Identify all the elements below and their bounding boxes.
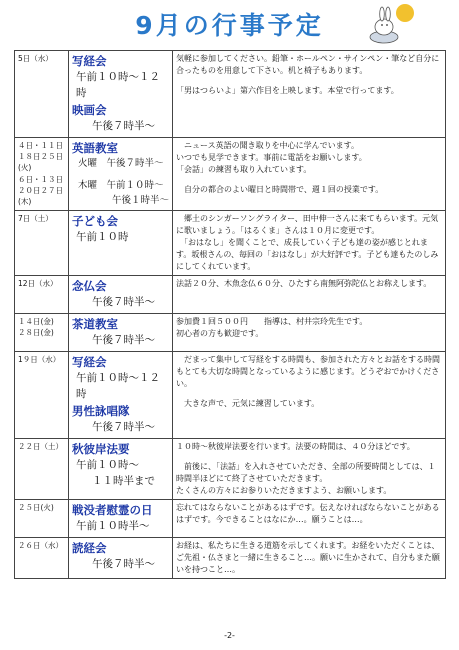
- description-cell: [173, 313, 446, 351]
- event-time: 午前１０時半～: [76, 519, 150, 532]
- event-time: 午前１０時～１２時: [76, 372, 160, 400]
- description-text: 初心者の方も歓迎です。: [176, 328, 264, 338]
- date-line: ２６日（水）: [18, 540, 63, 550]
- description-text: 「男はつらいよ」第六作目を上映します。本堂で行ってます。: [176, 86, 399, 95]
- spacer: [176, 453, 442, 461]
- event-title: 英語教室: [72, 140, 118, 155]
- description-text: 気軽に参加してください。鉛筆・ホールペン・サインペン・筆など自分に合ったものを用意して下さい。机と椅子もあります。: [176, 54, 440, 75]
- date-line: (火): [18, 163, 32, 173]
- date-cell: [15, 210, 69, 275]
- schedule-row: [15, 537, 446, 578]
- date-line: (木): [18, 197, 32, 206]
- event-title: 読経会: [72, 540, 107, 555]
- event-title: 秋彼岸法要: [72, 441, 130, 456]
- date-line: １４日(金): [18, 316, 54, 326]
- description-text: 忘れてはならないことがあるはずです。伝えなければならないことがあるはずです。今できることはなにか…。願うことは…。: [176, 502, 440, 524]
- date-cell: [15, 438, 69, 499]
- event-cell: [69, 537, 173, 578]
- event-cell: [69, 137, 173, 210]
- date-line: 1９日（水）: [18, 354, 61, 364]
- event-title: 写経会: [72, 54, 107, 68]
- date-cell: [15, 137, 69, 210]
- event-time: 午後１時半～: [112, 194, 170, 206]
- event-title: 念仏会: [72, 278, 107, 293]
- date-line: 5日（水）: [18, 54, 53, 63]
- event-time: 火曜 午後７時半～: [78, 158, 164, 169]
- schedule-row: [15, 351, 446, 438]
- date-cell: [15, 275, 69, 313]
- description-cell: [173, 275, 446, 313]
- event-title: 茶道教室: [72, 316, 118, 331]
- description-text: いつでも見学できます。事前に電話をお願いします。: [176, 152, 367, 162]
- description-cell: [173, 438, 446, 499]
- page-number: -2-: [224, 631, 235, 640]
- description-text: 法話２０分、木魚念仏６０分、ひたすら南無阿弥陀仏とお称えします。: [176, 278, 432, 288]
- description-cell: [173, 210, 446, 275]
- event-time: 午後７時半～: [92, 334, 155, 346]
- spacer: [176, 390, 442, 398]
- description-cell: [173, 499, 446, 537]
- description-text: 大きな声で、元気に練習しています。: [176, 398, 320, 408]
- event-cell: [69, 351, 173, 438]
- event-title: 子ども会: [72, 213, 118, 228]
- schedule-row: [15, 313, 446, 351]
- date-line: 12日（水）: [18, 278, 58, 288]
- schedule-row: [15, 51, 446, 138]
- description-cell: [173, 137, 446, 210]
- description-text: ニュース英語の聞き取りを中心に学んでいます。: [176, 140, 359, 150]
- event-cell: [69, 499, 173, 537]
- date-line: ２８日(金): [18, 328, 54, 337]
- event-title: 戦没者慰霊の日: [72, 502, 153, 517]
- date-line: ２２日（土）: [18, 441, 63, 451]
- description-text: お経は、私たちに生きる道筋を示してくれます。お経をいただくことは、ご先祖・仏さまと一緒に生きること…。願いに生かされて、自分もまた願いを持つこと…。: [176, 540, 440, 574]
- event-cell: [69, 210, 173, 275]
- date-line: ２０日２７日: [18, 185, 63, 195]
- description-text: １０時～秋彼岸法要を行います。法要の時間は、４０分ほどです。: [176, 441, 415, 451]
- event-title: 写経会: [72, 354, 107, 369]
- date-line: ２５日(火): [18, 502, 54, 512]
- event-time: 午後７時半～: [92, 557, 155, 570]
- date-line: １８日２５日: [18, 152, 63, 161]
- moon-rabbit-illustration: [362, 2, 420, 46]
- event-time: 午前１０時: [76, 231, 129, 243]
- event-cell: [69, 438, 173, 499]
- date-line: ４日・１１日: [18, 140, 63, 150]
- description-cell: [173, 351, 446, 438]
- schedule-row: [15, 275, 446, 313]
- event-time: 木曜 午前１０時～: [78, 180, 164, 192]
- spacer: [176, 176, 442, 184]
- schedule-row: [15, 137, 446, 210]
- description-text: 自分の都合のよい曜日と時間帯で、週１回の授業です。: [176, 184, 384, 194]
- event-time: 午前１０時～: [76, 458, 139, 471]
- description-text: 郷土のシンガーソングライター、田中伸一さんに来てもらいます。元気に歌いましょう。「はるくま」さんは１０月に変更です。: [176, 213, 439, 235]
- event-cell: [69, 313, 173, 351]
- description-text: 「おはなし」を聞くことで、成長していく子ども達の姿が感じとれます。坂根さんの、毎回の「おはなし」が大好評です。子ども達もたのしみにしてくれています。: [176, 237, 439, 271]
- event-time: 午前１０時～１２時: [76, 71, 160, 99]
- event-title: 映画会: [72, 102, 107, 117]
- event-cell: [69, 51, 173, 138]
- date-line: ６日・１３日: [18, 174, 63, 184]
- description-cell: [173, 537, 446, 578]
- schedule-table: [14, 50, 446, 579]
- description-text: 参加費１回５００円 指導は、村井宗玲先生です。: [176, 316, 368, 326]
- event-time: 午後７時半～: [92, 296, 155, 308]
- description-cell: [173, 51, 446, 138]
- description-text: たくさんの方々にお参りいただきますよう、お願いします。: [176, 485, 392, 495]
- date-cell: [15, 537, 69, 578]
- spacer: [72, 171, 169, 179]
- date-line: 7日（土）: [18, 213, 53, 223]
- schedule-row: [15, 438, 446, 499]
- date-cell: [15, 351, 69, 438]
- event-time: 午後７時半～: [92, 120, 155, 132]
- page-title: 9月の行事予定: [135, 11, 324, 40]
- date-cell: [15, 313, 69, 351]
- event-time: 午後７時半～: [92, 420, 155, 433]
- schedule-row: [15, 499, 446, 537]
- event-cell: [69, 275, 173, 313]
- date-cell: [15, 51, 69, 138]
- schedule-row: [15, 210, 446, 275]
- description-text: 「会話」の練習も取り入れています。: [176, 164, 312, 174]
- description-text: だまって集中して写経をする時間も、参加された方々とお話をする時間もとても大切な時間となっているように感じます。どうぞおでかけください。: [176, 354, 440, 388]
- event-title: 男性詠唱隊: [72, 403, 130, 418]
- description-text: 前後に、「法話」を入れさせていただき、全部の所要時間としては、１時間半ほどにて終了させていただきます。: [176, 461, 436, 483]
- event-time: １１時半まで: [92, 474, 155, 487]
- spacer: [176, 77, 442, 85]
- date-cell: [15, 499, 69, 537]
